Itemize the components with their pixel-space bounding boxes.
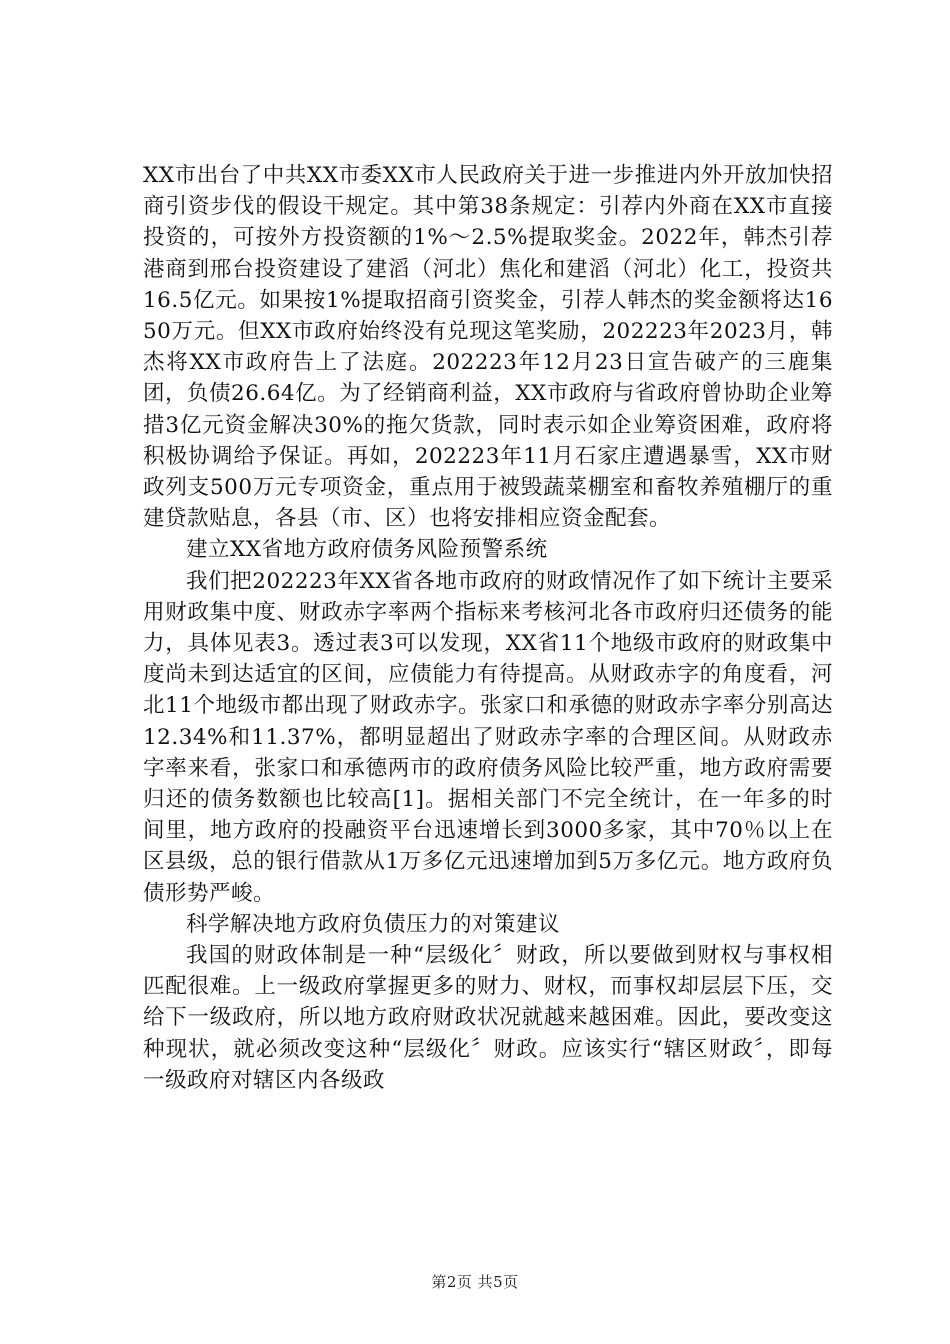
paragraph-fiscal-system: 我国的财政体制是一种“层级化〞财政，所以要做到财权与事权相匹配很难。上一级政府掌握更多的财力、财权，而事权却层层下压，交给下一级政府，所以地方政府财政状况就越来越困难。因此，要改变这种现状，就必须改变这种“层级化〞财政。应该实行“辖区财政〞，即每一级政府对辖区内各级政 (143, 943, 833, 1093)
paragraph-fiscal-statistics: 我们把202223年XX省各地市政府的财政情况作了如下统计主要采用财政集中度、财政赤字率两个指标来考核河北各市政府归还债务的能力，具体见表3。透过表3可以发现，XX省11个地级市政府的财政集中度尚未到达适宜的区间，应债能力有待提高。从财政赤字的角度看，河北11个地级市都出现了财政赤字。张家口和承德的财政赤字率分别高达12.34%和11.37%，都明显超出了财政赤字率的合理区间。从财政赤字率来看，张家口和承德两市的政府债务风险比较严重，地方政府需要归还的债务数额也比较高[1]。据相关部门不完全统计，在一年多的时间里，地方政府的投融资平台迅速增长到3000多家，其中70％以上在区县级，总的银行借款从1万多亿元迅速增加到5万多亿元。地方政府负债形势严峻。 (143, 568, 833, 906)
document-body (143, 160, 833, 1096)
page-footer: 第2页 共5页 (431, 1273, 519, 1291)
section-heading-debt-warning: 建立XX省地方政府债务风险预警系统 (186, 537, 548, 563)
paragraph-investment-incentives: XX市出台了中共XX市委XX市人民政府关于进一步推进内外开放加快招商引资步伐的假设干规定。其中第38条规定：引荐内外商在XX市直接投资的，可按外方投资额的1%～2.5%提取奖金。2022年，韩杰引荐港商到邢台投资建设了建滔（河北）焦化和建滔（河北）化工，投资共16.5亿元。如果按1%提取招商引资奖金，引荐人韩杰的奖金额将达1650万元。但XX市政府始终没有兑现这笔奖励，202223年2023月，韩杰将XX市政府告上了法庭。202223年12月23日宣告破产的三鹿集团，负债26.64亿。为了经销商利益，XX市政府与省政府曾协助企业筹措3亿元资金解决30%的拖欠货款，同时表示如企业筹资困难，政府将积极协调给予保证。再如，202223年11月石家庄遭遇暴雪，XX市财政列支500万元专项资金，重点用于被毁蔬菜棚室和畜牧养殖棚厅的重建贷款贴息，各县（市、区）也将安排相应资金配套。 (143, 163, 833, 532)
section-heading-countermeasures: 科学解决地方政府负债压力的对策建议 (186, 911, 561, 937)
